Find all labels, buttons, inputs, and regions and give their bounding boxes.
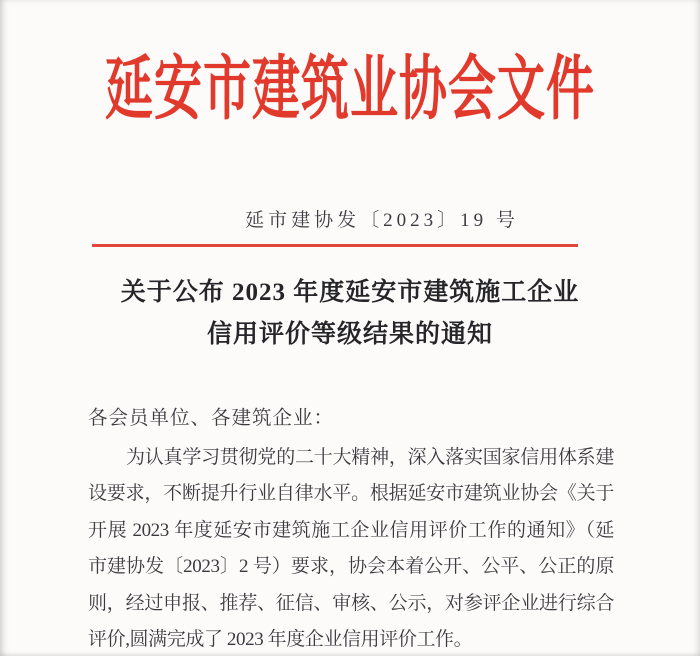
document-title xyxy=(0,272,700,356)
paragraph-line: 开展 2023 年度延安市建筑施工企业信用评价工作的通知》（延 xyxy=(88,519,614,541)
paragraph-line: 设要求，不断提升行业自律水平。根据延安市建筑业协会《关于 xyxy=(88,483,614,505)
document-header-title: 延安市建筑业协会文件 xyxy=(104,51,595,129)
paragraph-line: 评价,圆满完成了 2023 年度企业信用评价工作。 xyxy=(88,628,473,650)
salutation-line: 各会员单位、各建筑企业： xyxy=(88,408,335,429)
document-title-line-1: 关于公布 2023 年度延安市建筑施工企业 xyxy=(120,279,580,306)
paragraph-line: 为认真学习贯彻党的二十大精神，深入落实国家信用体系建 xyxy=(126,447,614,468)
document-reference-number: 延市建协发〔2023〕19 号 xyxy=(245,210,519,231)
paragraph-line: 则，经过申报、推荐、征信、审核、公示，对参评企业进行综合 xyxy=(88,592,614,614)
body-paragraph xyxy=(88,440,614,656)
document-title-line-2: 信用评价等级结果的通知 xyxy=(206,321,493,348)
paragraph-line: 市建协发〔2023〕2 号）要求，协会本着公开、公平、公正的原 xyxy=(88,556,614,578)
red-separator-line xyxy=(92,244,578,247)
